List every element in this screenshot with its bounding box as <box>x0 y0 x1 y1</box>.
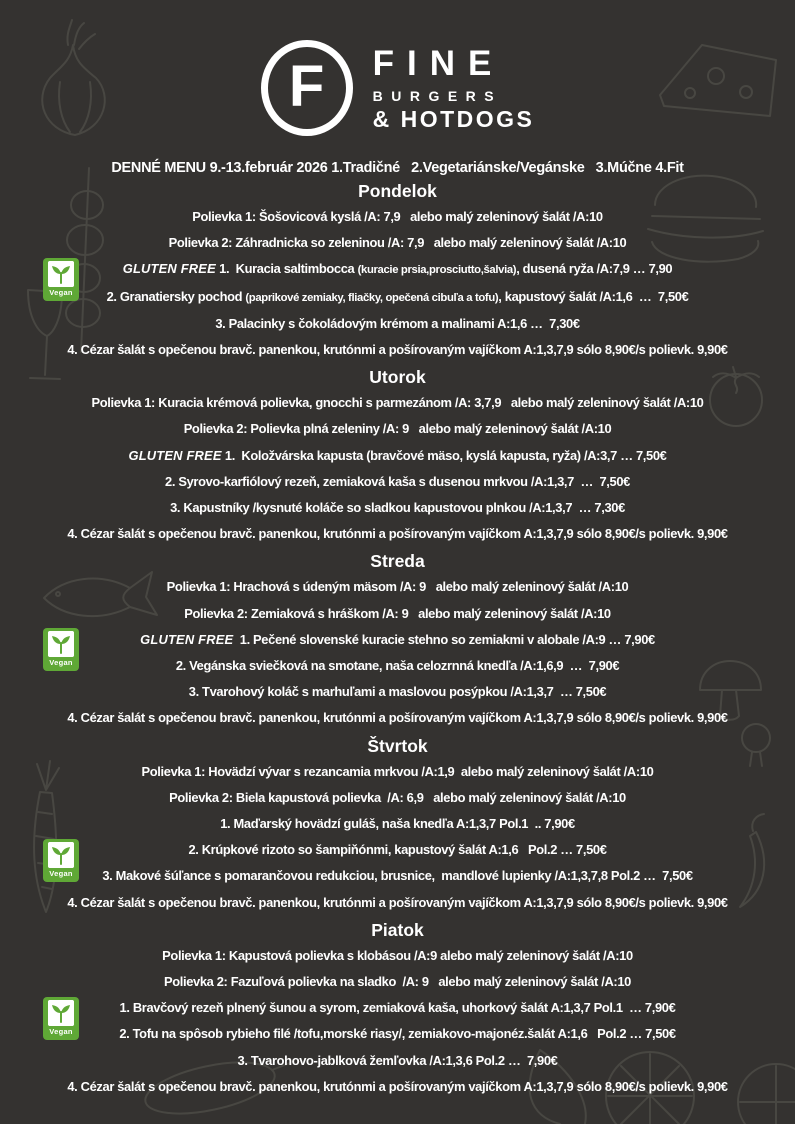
menu-line <box>0 759 795 785</box>
day-heading: Utorok <box>369 367 426 388</box>
menu-line-text: 2. Vegánska sviečková na smotane, naša celozrnná knedľa /A:1,6,9 … 7,90€ <box>175 658 620 674</box>
menu-line <box>0 256 795 283</box>
menu-line <box>0 969 795 995</box>
logo-monogram-circle <box>261 40 353 136</box>
vegan-sprout-glyph <box>48 631 74 657</box>
day-block <box>0 364 795 547</box>
menu-line-text: 1. Kuracia saltimbocca <box>215 261 358 277</box>
gluten-free-label: GLUTEN FREE <box>122 261 216 277</box>
menu-line-text: Polievka 1: Šošovicová kyslá /A: 7,9 alebo malý zeleninový šalát /A:10 <box>192 209 603 224</box>
menu-line <box>0 1048 795 1074</box>
menu-line-text: , dusená ryža /A:7,9 … 7,90 <box>516 261 673 277</box>
menu-line <box>0 995 795 1021</box>
day-heading: Pondelok <box>358 181 437 201</box>
menu-line <box>0 337 795 363</box>
vegan-icon <box>43 839 79 882</box>
menu-line-text: 3. Palacinky s čokoládovým krémom a malinami A:1,6 … 7,30€ <box>215 315 580 331</box>
vegan-icon-label: Vegan <box>49 868 73 878</box>
menu-line-text: 2. Krúpkové rizoto so šampiňónmi, kapustový šalát A:1,6 Pol.2 … 7,50€ <box>188 842 607 858</box>
vegan-icon <box>43 628 79 671</box>
menu-line-text: Polievka 2: Fazuľová polievka na sladko /A: 9 alebo malý zeleninový šalát /A:10 <box>163 974 632 990</box>
menu-line <box>0 705 795 731</box>
menu-line-text: 1. Maďarský hovädzí guláš, naša knedľa A:1,3,7 Pol.1 .. 7,90€ <box>220 816 575 832</box>
day-block <box>0 733 795 916</box>
menu-line-text: , kapustový šalát /A:1,6 … 7,50€ <box>498 288 689 304</box>
menu-line-text: Polievka 1: Kapustová polievka s klobásou /A:9 alebo malý zeleninový šalát /A:10 <box>162 947 633 963</box>
menu-line-text: Polievka 1: Hovädzí vývar s rezancamia mrkvou /A:1,9 alebo malý zeleninový šalát /A:10 <box>141 763 654 779</box>
menu-line <box>0 204 795 230</box>
vegan-sprout-glyph <box>48 261 74 287</box>
vegan-icon-label: Vegan <box>49 1026 73 1036</box>
menu-line <box>0 574 795 600</box>
vegan-icon <box>43 258 79 301</box>
menu-line <box>0 469 795 495</box>
menu-line-text: 3. Kapustníky /kysnuté koláče so sladkou kapustovou plnkou /A:1,3,7 … 7,30€ <box>170 500 625 516</box>
menu-line <box>0 311 795 337</box>
day-heading: Streda <box>370 551 425 572</box>
menu-line-text: (paprikové zemiaky, fliačky, opečená cibuľa a tofu) <box>245 291 499 304</box>
vegan-sprout-glyph <box>48 1000 74 1026</box>
gluten-free-label: GLUTEN FREE <box>128 447 222 463</box>
menu-line-text: 2. Granatiersky pochod <box>106 288 246 304</box>
menu-line-text: Polievka 2: Polievka plná zeleniny /A: 9 alebo malý zeleninový šalát /A:10 <box>183 421 612 437</box>
menu-title: DENNÉ MENU 9.-13.február 2026 1.Tradičné 2.Vegetariánske/Vegánske 3.Múčne 4.Fit <box>111 160 684 176</box>
day-block <box>0 548 795 731</box>
menu-line <box>0 785 795 811</box>
menu-line-text: Polievka 2: Záhradnicka so zeleninou /A: 7,9 alebo malý zeleninový šalát /A:10 <box>168 235 627 251</box>
menu-line-text: 1. Pečené slovenské kuracie stehno so zemiakmi v alobale /A:9 … 7,90€ <box>233 631 655 647</box>
menu-line <box>0 811 795 837</box>
vegan-icon-label: Vegan <box>49 658 73 668</box>
vegan-sprout-glyph <box>48 842 74 868</box>
menu-line <box>0 230 795 256</box>
day-heading: Štvrtok <box>367 735 428 756</box>
menu-line <box>0 601 795 627</box>
menu-line-text: Polievka 2: Zemiaková s hráškom /A: 9 alebo malý zeleninový šalát /A:10 <box>184 605 611 621</box>
menu-line-text: 4. Cézar šalát s opečenou bravč. panenkou, krutónmi a pošírovaným vajíčkom A:1,3,7,9 sólo 8,90€/s polievk. 9,90€ <box>67 710 728 726</box>
menu-line-text: 3. Tvarohovo-jablková žemľovka /A:1,3,6 Pol.2 … 7,90€ <box>237 1052 558 1068</box>
menu-line <box>0 653 795 679</box>
menu-line <box>0 627 795 653</box>
menu-line <box>0 521 795 547</box>
menu-line <box>0 1021 795 1047</box>
logo-wordmark-line3: & HOTDOGS <box>372 105 535 132</box>
menu-line-text: Polievka 1: Hrachová s údeným mäsom /A: 9 alebo malý zeleninový šalát /A:10 <box>166 579 629 595</box>
menu-line-text: 3. Makové šúľance s pomarančovou redukciou, brusnice, mandlové lupienky /A:1,3,7,8 Pol.2 … 7,50€ <box>102 868 693 884</box>
vegan-icon-label: Vegan <box>49 288 73 297</box>
menu-line-text: 3. Tvarohový koláč s marhuľami a maslovou posýpkou /A:1,3,7 … 7,50€ <box>188 684 607 700</box>
menu-line <box>0 1074 795 1100</box>
vegan-icon <box>43 997 79 1040</box>
menu-line-text: 2. Tofu na spôsob rybieho filé /tofu,morské riasy/, zemiakovo-majonéz.šalát A:1,6 Pol.2 … 7,50€ <box>119 1026 676 1042</box>
menu-line-text: Polievka 1: Kuracia krémová polievka, gnocchi s parmezánom /A: 3,7,9 alebo malý zeleninový šalát /A:10 <box>91 395 704 411</box>
day-block <box>0 917 795 1100</box>
gluten-free-label: GLUTEN FREE <box>140 631 234 647</box>
menu-line <box>0 679 795 705</box>
menu-line <box>0 284 795 311</box>
brand-logo <box>0 40 795 136</box>
logo-monogram: F <box>288 54 325 119</box>
menu-line-text: 4. Cézar šalát s opečenou bravč. panenkou, krutónmi a pošírovaným vajíčkom A:1,3,7,9 sólo 8,90€/s polievk. 9,90€ <box>67 894 728 910</box>
menu-line <box>0 443 795 469</box>
day-heading: Piatok <box>371 919 424 940</box>
menu-line <box>0 495 795 521</box>
menu-line <box>0 416 795 442</box>
menu-line <box>0 390 795 416</box>
menu-line-text: 1. Bravčový rezeň plnený šunou a syrom, zemiaková kaša, uhorkový šalát A:1,3,7 Pol.1 … 7,90€ <box>119 1000 676 1016</box>
menu-line-text: 4. Cézar šalát s opečenou bravč. panenkou, krutónmi a pošírovaným vajíčkom A:1,3,7,9 sólo 8,90€/s polievk. 9,90€ <box>67 1078 728 1094</box>
logo-wordmark-line2: BURGERS <box>372 87 503 104</box>
menu-line-text: 4. Cézar šalát s opečenou bravč. panenkou, krutónmi a pošírovaným vajíčkom A:1,3,7,9 sólo 8,90€/s polievk. 9,90€ <box>67 526 728 542</box>
menu-line-text: 4. Cézar šalát s opečenou bravč. panenkou, krutónmi a pošírovaným vajíčkom A:1,3,7,9 sólo 8,90€/s polievk. 9,90€ <box>67 342 728 358</box>
menu-line-text: 1. Koložvárska kapusta (bravčové mäso, kyslá kapusta, ryža) /A:3,7 … 7,50€ <box>221 447 667 463</box>
daily-menu <box>0 160 795 1100</box>
menu-line <box>0 890 795 916</box>
menu-line <box>0 837 795 863</box>
menu-line <box>0 863 795 889</box>
menu-line-text: 2. Syrovo-karfiólový rezeň, zemiaková kaša s dusenou mrkvou /A:1,3,7 … 7,50€ <box>165 473 630 489</box>
logo-wordmark <box>372 43 535 132</box>
menu-line-text: Polievka 2: Biela kapustová polievka /A: 6,9 alebo malý zeleninový šalát /A:10 <box>169 789 626 805</box>
menu-line-text: (kuracie prsia,prosciutto,šalvia) <box>357 264 517 277</box>
menu-line <box>0 943 795 969</box>
day-block <box>0 178 795 363</box>
day-blocks <box>0 178 795 1100</box>
logo-wordmark-line1: FINE <box>372 43 505 83</box>
